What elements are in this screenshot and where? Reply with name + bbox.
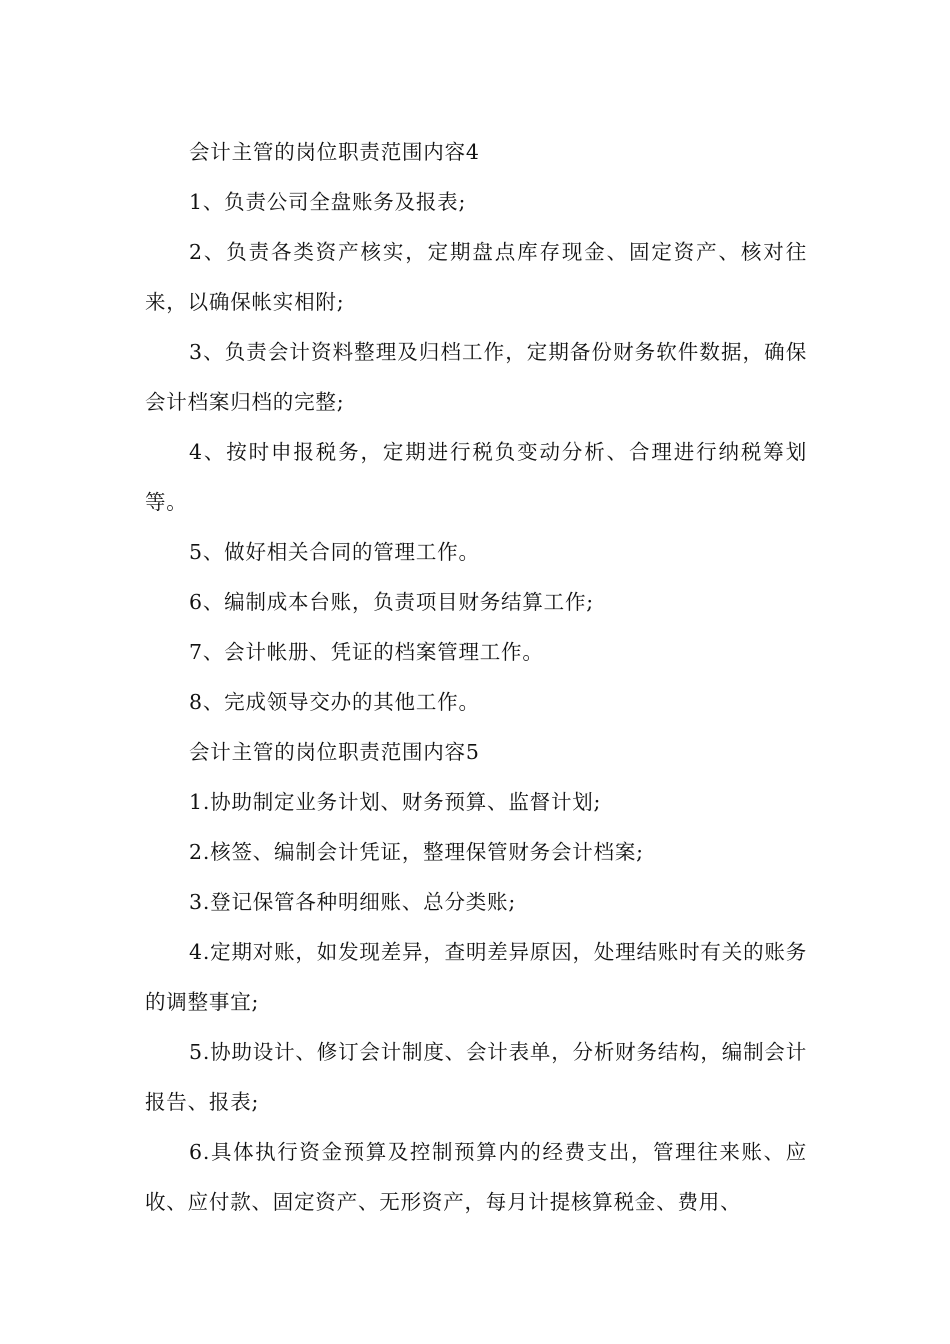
paragraph: 4.定期对账，如发现差异，查明差异原因，处理结账时有关的账务的调整事宜; (145, 940, 807, 1014)
paragraph: 2、负责各类资产核实，定期盘点库存现金、固定资产、核对往来，以确保帐实相附; (145, 240, 807, 314)
paragraph: 6、编制成本台账，负责项目财务结算工作; (189, 590, 594, 614)
paragraph: 5、做好相关合同的管理工作。 (189, 540, 480, 564)
paragraph: 3、负责会计资料整理及归档工作，定期备份财务软件数据，确保会计档案归档的完整; (145, 340, 807, 414)
paragraph: 1、负责公司全盘账务及报表; (189, 190, 467, 214)
paragraph: 6.具体执行资金预算及控制预算内的经费支出，管理往来账、应收、应付款、固定资产、无形资产，每月计提核算税金、费用、 (145, 1140, 807, 1214)
paragraph: 7、会计帐册、凭证的档案管理工作。 (189, 640, 544, 664)
paragraph: 3.登记保管各种明细账、总分类账; (189, 890, 517, 914)
paragraph: 1.协助制定业务计划、财务预算、监督计划; (189, 790, 602, 814)
paragraph: 4、按时申报税务，定期进行税负变动分析、合理进行纳税筹划等。 (145, 440, 807, 514)
paragraph: 5.协助设计、修订会计制度、会计表单，分析财务结构，编制会计报告、报表; (145, 1040, 807, 1114)
section-heading-4: 会计主管的岗位职责范围内容4 (189, 140, 480, 164)
section-heading-5: 会计主管的岗位职责范围内容5 (189, 740, 480, 764)
paragraph: 2.核签、编制会计凭证，整理保管财务会计档案; (189, 840, 644, 864)
document-body (145, 127, 807, 1227)
paragraph: 8、完成领导交办的其他工作。 (189, 690, 480, 714)
